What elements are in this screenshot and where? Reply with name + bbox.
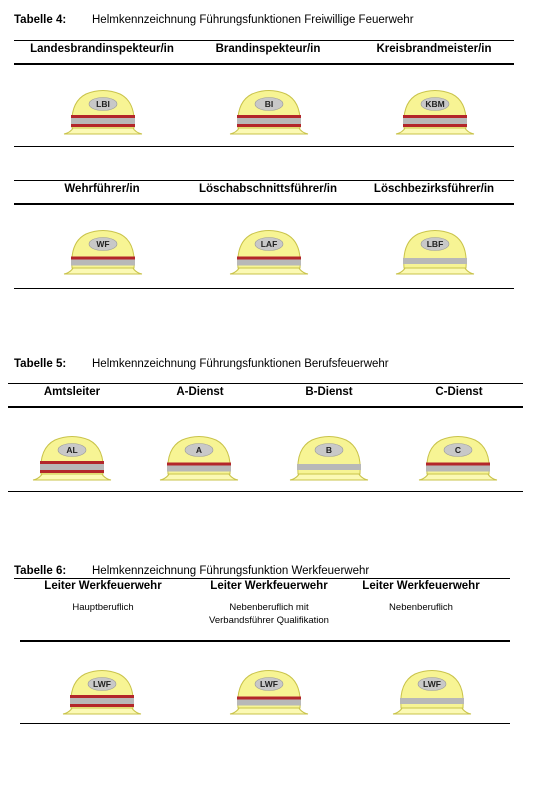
table6-sub-2 bbox=[186, 601, 352, 627]
table5-bottom-rule bbox=[8, 491, 523, 492]
table4-top-rule bbox=[14, 40, 514, 41]
helmet-stripe-grey bbox=[237, 700, 301, 706]
helmet-badge-label: B bbox=[325, 445, 333, 455]
helmet-icon bbox=[286, 430, 372, 482]
helmet-stripe-red bbox=[70, 695, 134, 698]
table4-heading-lbi: Landesbrandinspekteur/in bbox=[30, 43, 174, 55]
table4-bottom-rule bbox=[14, 288, 514, 289]
helmet-icon bbox=[60, 84, 146, 136]
helmet-stripe-grey bbox=[40, 464, 104, 470]
helmet-badge-label: WF bbox=[96, 239, 110, 249]
helmet-stripe-grey bbox=[237, 260, 301, 266]
table6-bottom-rule bbox=[20, 723, 510, 724]
helmet-icon bbox=[156, 430, 242, 482]
helmet-badge-label: LWF bbox=[423, 679, 441, 689]
helmet-badge-label: LAF bbox=[260, 239, 278, 249]
table5-label: Tabelle 5: bbox=[14, 358, 67, 370]
table5-heading-a: A-Dienst bbox=[176, 386, 224, 398]
helmet-stripe-red bbox=[237, 697, 301, 700]
helmet-stripe-grey bbox=[297, 464, 361, 470]
table5-heading-al: Amtsleiter bbox=[43, 386, 101, 398]
helmet-stripe-grey bbox=[403, 258, 467, 264]
table5-title: Helmkennzeichnung Führungsfunktionen Berufsfeuerwehr bbox=[92, 358, 389, 370]
helmet-badge-label: LBF bbox=[426, 239, 444, 249]
table4-row2-top-rule bbox=[14, 180, 514, 181]
helmet-badge-label: C bbox=[454, 445, 462, 455]
table6-sub-2-line2: Verbandsführer Qualifikation bbox=[209, 615, 329, 626]
table5-header-rule bbox=[8, 406, 523, 408]
helmet-stripe-red bbox=[71, 257, 135, 260]
table4-heading-lbf: Löschbezirksführer/in bbox=[373, 183, 495, 195]
helmet-icon bbox=[59, 664, 145, 716]
helmet-stripe-red bbox=[237, 124, 301, 127]
table4-row1-bottom-rule bbox=[14, 146, 514, 147]
helmet-badge-label: LWF bbox=[93, 679, 111, 689]
table4-title: Helmkennzeichnung Führungsfunktionen Freiwillige Feuerwehr bbox=[92, 14, 414, 26]
table4-header-rule bbox=[14, 63, 514, 65]
table5-heading-c: C-Dienst bbox=[435, 386, 483, 398]
helmet-stripe-red bbox=[40, 461, 104, 464]
helmet-stripe-red bbox=[167, 463, 231, 466]
table5-heading-b: B-Dienst bbox=[305, 386, 353, 398]
table6-heading-1: Leiter Werkfeuerwehr bbox=[44, 580, 162, 592]
table6-title: Helmkennzeichnung Führungsfunktion Werkfeuerwehr bbox=[92, 565, 370, 577]
helmet-icon bbox=[60, 224, 146, 276]
helmet-stripe-red bbox=[71, 124, 135, 127]
helmet-icon bbox=[226, 664, 312, 716]
helmet-stripe-grey bbox=[237, 118, 301, 124]
helmet-badge-label: AL bbox=[66, 445, 78, 455]
helmet-stripe-red bbox=[71, 115, 135, 118]
table6-header-rule bbox=[20, 640, 510, 642]
table4-row2-header-rule bbox=[14, 203, 514, 205]
table6-heading-3: Leiter Werkfeuerwehr bbox=[362, 580, 480, 592]
helmet-icon bbox=[226, 84, 312, 136]
helmet-badge-label: LBI bbox=[96, 99, 110, 109]
helmet-icon bbox=[389, 664, 475, 716]
helmet-stripe-grey bbox=[426, 466, 490, 472]
table4-heading-bi: Brandinspekteur/in bbox=[215, 43, 321, 55]
helmet-stripe-red bbox=[403, 124, 467, 127]
table6-sub-1 bbox=[20, 601, 186, 614]
table6-top-rule bbox=[14, 578, 510, 579]
helmet-stripe-red bbox=[70, 704, 134, 707]
helmet-stripe-red bbox=[237, 257, 301, 260]
helmet-stripe-red bbox=[426, 463, 490, 466]
table4-heading-laf: Löschabschnittsführer/in bbox=[198, 183, 338, 195]
helmet-icon bbox=[392, 224, 478, 276]
table6-label: Tabelle 6: bbox=[14, 565, 67, 577]
helmet-stripe-grey bbox=[400, 698, 464, 704]
helmet-icon bbox=[415, 430, 501, 482]
helmet-icon bbox=[226, 224, 312, 276]
helmet-icon bbox=[29, 430, 115, 482]
helmet-stripe-red bbox=[403, 115, 467, 118]
table6-sub-1-line1: Hauptberuflich bbox=[72, 602, 134, 613]
helmet-stripe-grey bbox=[70, 698, 134, 704]
table6-sub-3-line1: Nebenberuflich bbox=[389, 602, 453, 613]
helmet-stripe-red bbox=[40, 470, 104, 473]
table6-sub-2-line1: Nebenberuflich mit bbox=[229, 602, 309, 613]
helmet-icon bbox=[392, 84, 478, 136]
table4-heading-kbm: Kreisbrandmeister/in bbox=[376, 43, 492, 55]
table5-top-rule bbox=[8, 383, 523, 384]
helmet-stripe-grey bbox=[167, 466, 231, 472]
helmet-stripe-grey bbox=[403, 118, 467, 124]
helmet-badge-label: LWF bbox=[260, 679, 278, 689]
helmet-badge-label: KBM bbox=[425, 99, 445, 109]
helmet-stripe-red bbox=[237, 115, 301, 118]
table4-heading-wf: Wehrführer/in bbox=[64, 183, 140, 195]
helmet-badge-label: A bbox=[195, 445, 203, 455]
helmet-stripe-grey bbox=[71, 260, 135, 266]
helmet-stripe-grey bbox=[71, 118, 135, 124]
table4-label: Tabelle 4: bbox=[14, 14, 67, 26]
table6-heading-2: Leiter Werkfeuerwehr bbox=[210, 580, 328, 592]
helmet-badge-label: BI bbox=[264, 99, 274, 109]
table6-sub-3 bbox=[338, 601, 504, 614]
